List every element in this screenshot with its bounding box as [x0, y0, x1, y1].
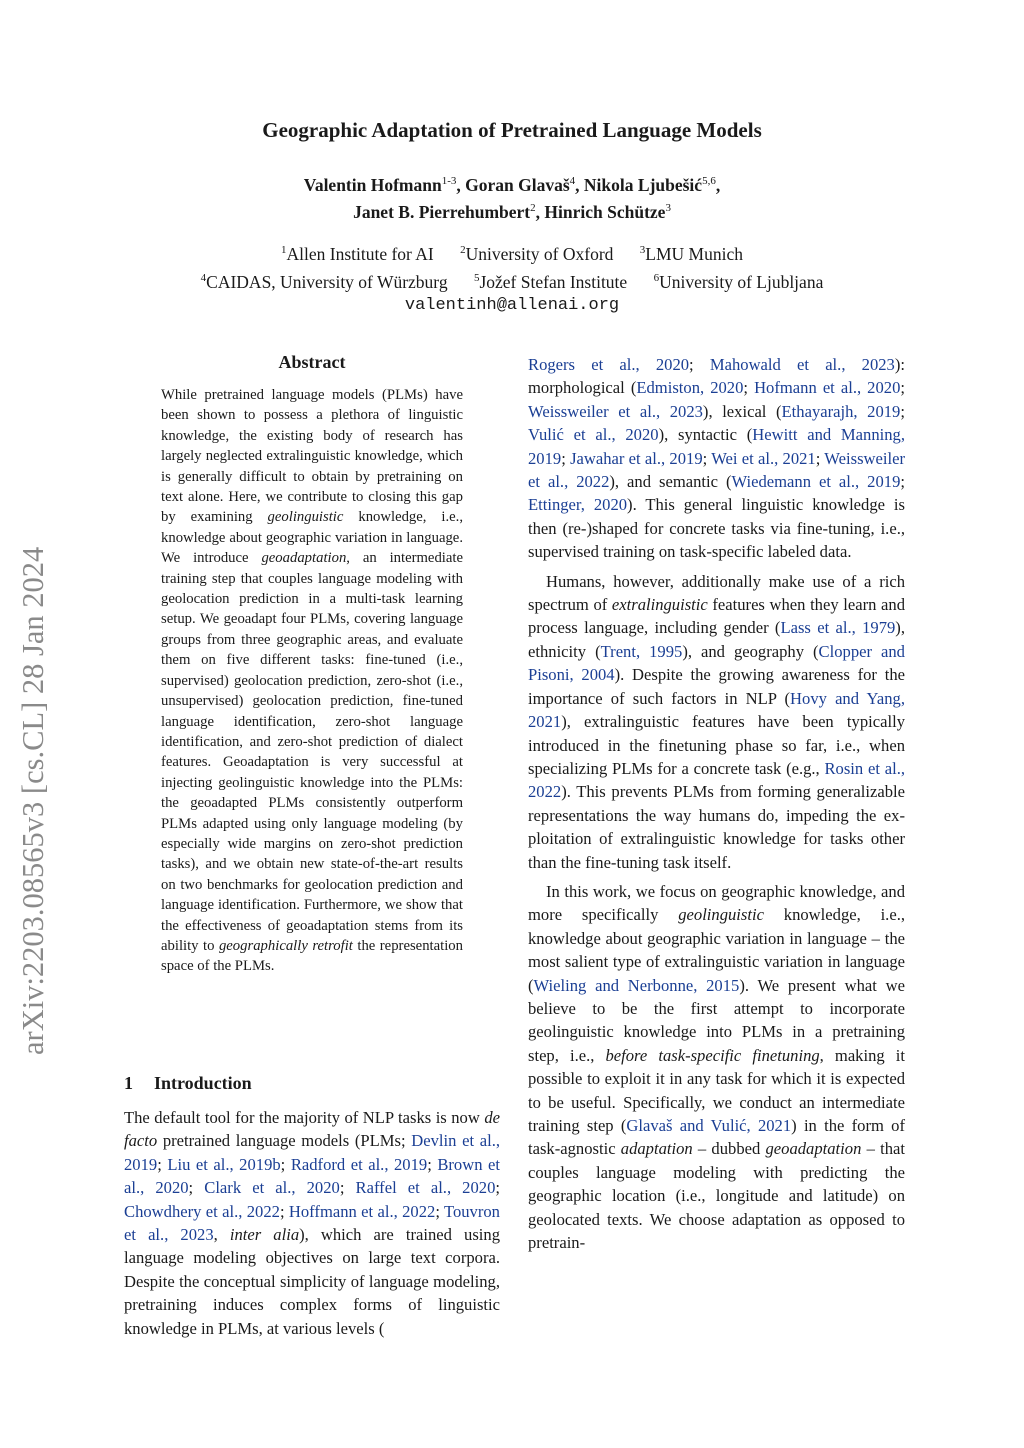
text: ;	[339, 1178, 356, 1198]
text: pretrained language models (PLMs;	[157, 1131, 412, 1151]
paragraph	[528, 353, 905, 564]
author-affil-sup: 3	[665, 201, 671, 214]
abstract-text: the representation space of the PLMs.	[161, 937, 463, 975]
text: features when they learn and process language, including gender (	[528, 595, 905, 638]
author-list: Valentin Hofmann$^{1-3}$, Goran Glavaš$^4$, Nikola Ljubešić$^{5,6}$, Janet B. Pierrehumbert$^2$, Hinrich Schütze$^3$	[303, 174, 721, 222]
affil-number: 1	[281, 244, 287, 256]
text: ). Despite the growing awareness for the importance of such factors in NLP (	[528, 665, 905, 708]
abstract-text: , an intermediate training step that couples language modeling with geolocation prediction in a multi-task learning setup. We geoadapt four PLMs, covering language groups from three geographic areas, and evaluate them on five different tasks: fine-tuned (i.e., supervised) geolocation prediction, zero-shot (i.e., unsupervised) geolocation prediction, fine-tuned language identification, zero-shot language identification, and zero-shot prediction of dialect features. Geoadaptation is very successful at injecting geolinguistic knowledge into the PLMs: the geoadapted PLMs consistently outperform PLMs adapted using only language modeling (by especially wide margins on zero-shot prediction tasks), and we obtain new state-of-the-art results on two benchmarks for geolocation prediction and language identification. Furthermore, we show that the effectiveness of geoadaptation stems from its ability to	[161, 550, 463, 954]
abstract-body	[161, 385, 463, 977]
section-number: 1	[124, 1073, 133, 1093]
author-name: Valentin Hofmann	[303, 174, 442, 195]
author-name: Janet B. Pierrehumbert	[353, 201, 531, 222]
citation-link[interactable]: Rosin et al., 2022	[528, 758, 905, 802]
citation-link[interactable]: Weissweiler et al., 2022	[528, 448, 905, 492]
citation-link[interactable]: Hoffmann et al., 2022	[288, 1201, 436, 1221]
paper-title: Geographic Adaptation of Pretrained Language Models	[262, 118, 762, 142]
text: ;	[495, 1178, 500, 1198]
citation-link[interactable]: Jawahar et al., 2019	[570, 448, 703, 468]
citation-link[interactable]: Radford et al., 2019	[290, 1154, 428, 1174]
text: ), and geography (	[682, 641, 819, 661]
author-name: Hinrich Schütze	[544, 201, 666, 222]
section-heading	[124, 1073, 252, 1094]
text: ), lexical (	[702, 401, 782, 421]
citation-link[interactable]: Lass et al., 1979	[780, 618, 896, 638]
abstract-emphasis: geoadaptation	[261, 550, 347, 567]
text: ), ethnicity (	[528, 618, 905, 661]
text: ): morphological (	[528, 355, 905, 398]
emphasis: geoadaptation	[765, 1139, 862, 1159]
author-name: Nikola Ljubešić	[583, 174, 703, 195]
citation-link[interactable]: Trent, 1995	[600, 641, 683, 661]
emphasis: inter alia	[229, 1225, 300, 1245]
citation-link[interactable]: Mahowald et al., 2023	[709, 355, 895, 374]
author-affil-sup: 4	[569, 175, 576, 187]
contact-email[interactable]: valentinh@allenai.org	[404, 295, 620, 315]
arxiv-identifier[interactable]: arXiv:2203.08565v3 [cs.CL] 28 Jan 2024	[16, 546, 50, 1055]
text: ;	[815, 448, 825, 468]
abstract-heading: Abstract	[278, 352, 346, 372]
citation-link[interactable]: Clopper and Pisoni, 2004	[528, 641, 905, 685]
section-title: Introduction	[154, 1073, 252, 1093]
text: ;	[280, 1154, 291, 1174]
text: ). This prevents PLMs from forming generalizable representations the way humans do, impeding the exploitation of extralinguistic knowledge for tasks other than the fine-tuning task itself.	[528, 782, 905, 872]
citation-link[interactable]: Touvron et al., 2023	[124, 1201, 500, 1245]
text: In this work, we focus on geographic knowledge, and more specifically	[528, 881, 905, 925]
text: ;	[435, 1201, 444, 1221]
affiliation: University of Ljubljana	[659, 271, 824, 292]
affiliation: Jožef Stefan Institute	[479, 271, 628, 292]
affil-number: 3	[639, 244, 646, 256]
text: The default tool for the majority of NLP tasks is now	[124, 1108, 485, 1127]
left-column-text	[124, 1106, 500, 1340]
text: ;	[702, 448, 712, 468]
affil-number: 2	[460, 244, 466, 256]
text: ;	[188, 1178, 205, 1198]
text: ), which are trained using language modeling objectives on large text corpora. Despite the conceptual simplicity of language modeling, pretraining induces complex forms of linguistic knowledge in PLMs, at various levels (	[124, 1225, 501, 1338]
text: Humans, however, additionally make use of a rich spectrum of	[528, 571, 905, 615]
citation-link[interactable]: Hofmann et al., 2020	[754, 378, 901, 398]
citation-link[interactable]: Vulić et al., 2020	[528, 425, 659, 445]
citation-link[interactable]: Brown et al., 2020	[124, 1154, 500, 1198]
citation-link[interactable]: Wiedemann et al., 2019	[731, 472, 901, 492]
text: ), extralinguistic features have been typically introduced in the finetuning phase so far, i.e., when specializing PLMs for a concrete task (e.g.,	[528, 712, 905, 778]
right-column-text	[528, 353, 905, 1254]
author-affil-sup: 1-3	[441, 175, 457, 187]
text: ;	[900, 401, 905, 421]
citation-link[interactable]: Ethayarajh, 2019	[781, 401, 901, 421]
affiliation-row	[0, 238, 1024, 266]
citation-link[interactable]: Wieling and Nerbonne, 2015	[533, 975, 740, 995]
citation-link[interactable]: Glavaš and Vulić, 2021	[626, 1116, 792, 1135]
abstract-emphasis: geographically retrofit	[218, 937, 353, 954]
author-affil-sup: 5,6	[702, 175, 716, 187]
text: ;	[900, 378, 905, 398]
text: ,	[213, 1225, 230, 1245]
citation-link[interactable]: Rogers et al., 2020	[528, 355, 690, 374]
author-name: Goran Glavaš	[465, 174, 570, 195]
emphasis: geolinguistic	[678, 905, 764, 925]
citation-link[interactable]: Liu et al., 2019b	[167, 1154, 281, 1174]
citation-link[interactable]: Hovy and Yang, 2021	[528, 688, 905, 732]
text: ;	[561, 448, 571, 468]
text: ;	[689, 355, 710, 374]
text: ), syntactic (	[658, 425, 753, 445]
abstract-text: knowledge, i.e., knowledge about geographic variation in language. We introduce	[161, 509, 463, 567]
affiliation: Allen Institute for AI	[286, 243, 434, 264]
abstract-text: While pretrained language models (PLMs) have been shown to possess a plethora of linguistic knowledge, the existing body of research has largely neglected extralinguistic knowledge, which is generally difficult to obtain by pretraining on text alone. Here, we contribute to closing this gap by examining	[161, 387, 463, 526]
text: ;	[900, 472, 905, 492]
text: ;	[157, 1154, 168, 1174]
text: ;	[279, 1201, 289, 1221]
citation-link[interactable]: Hewitt and Manning, 2019	[528, 425, 905, 468]
emphasis: adaptation	[620, 1139, 693, 1159]
arxiv-sidebar	[16, 546, 56, 1095]
affiliation-row	[0, 266, 1024, 294]
affiliation: CAIDAS, University of Würzburg	[206, 271, 448, 292]
citation-link[interactable]: Ettinger, 2020	[528, 495, 628, 515]
citation-link[interactable]: Wei et al., 2021	[711, 448, 816, 468]
affil-number: 4	[200, 271, 207, 284]
paragraph	[124, 1106, 500, 1340]
text: knowledge, i.e., knowledge about geographic variation in language – the most salient type of extralinguistic variation in language (	[528, 905, 905, 995]
citation-link[interactable]: Clark et al., 2020	[204, 1178, 340, 1198]
text: , making it possible to exploit it in any task for which it is expected to be useful. Specifically, we conduct an intermediate training step (	[528, 1045, 905, 1135]
citation-link[interactable]: Raffel et al., 2020	[355, 1178, 496, 1198]
text: ). We present what we believe to be the first attempt to incorporate geolinguistic knowledge into PLMs in a pretraining step, i.e.,	[528, 975, 905, 1065]
affiliation: University of Oxford	[465, 243, 614, 264]
citation-link[interactable]: Edmiston, 2020	[636, 378, 744, 398]
affiliation: LMU Munich	[645, 243, 743, 264]
paragraph	[528, 880, 905, 1255]
citation-link[interactable]: Devlin et al., 2019	[124, 1131, 500, 1174]
text: ;	[743, 378, 755, 398]
text: ), and semantic (	[609, 472, 732, 492]
citation-link[interactable]: Weissweiler et al., 2023	[528, 401, 703, 421]
text: ) in the form of task-agnostic	[528, 1116, 905, 1159]
citation-link[interactable]: Chowdhery et al., 2022	[124, 1201, 280, 1221]
emphasis: de facto	[124, 1108, 500, 1151]
affiliation-list	[0, 238, 1024, 318]
text: – that couples language modeling with predicting the geographic location (i.e., longitude and latitude) on geolocated texts. We choose adaptation as opposed to pretrain-	[528, 1139, 905, 1253]
text: – dubbed	[692, 1139, 766, 1159]
text: ;	[427, 1154, 438, 1174]
emphasis: extralinguistic	[611, 595, 708, 615]
abstract-emphasis: geolinguistic	[267, 509, 344, 526]
emphasis: before task-specific finetuning	[605, 1045, 820, 1065]
paragraph	[528, 570, 905, 874]
affil-number: 6	[653, 271, 660, 284]
affil-number: 5	[473, 271, 480, 284]
author-affil-sup: 2	[530, 201, 536, 214]
text: ). This general linguistic knowledge is then (re-)shaped for concrete tasks via fine-tuning, i.e., supervised training on task-specific labeled data.	[528, 495, 905, 562]
